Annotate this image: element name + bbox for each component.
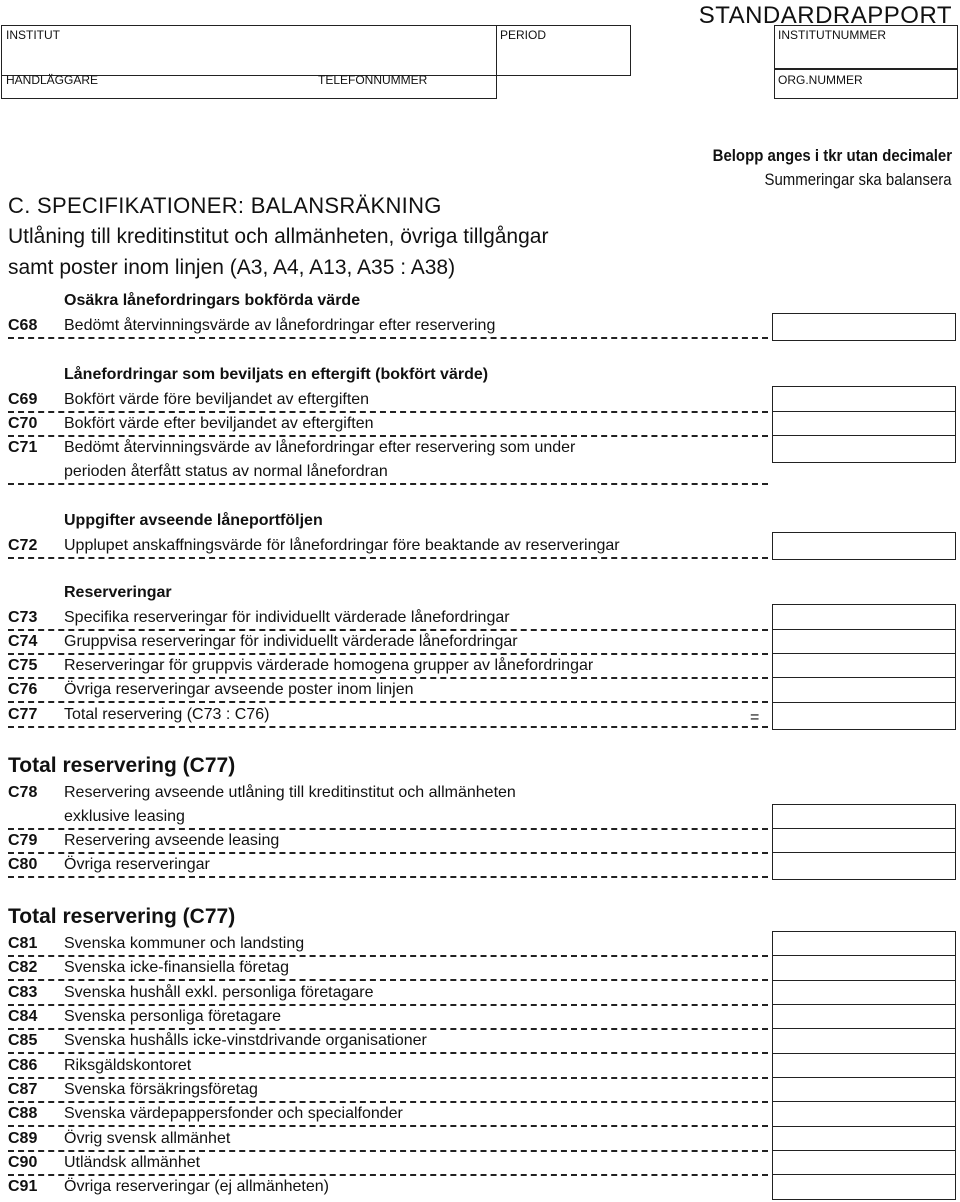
row-code: C80 [8, 856, 38, 873]
row-code: C69 [8, 391, 38, 408]
row-divider [8, 726, 768, 728]
row-label: Svenska hushålls icke-vinstdrivande organisationer [64, 1032, 427, 1049]
row-label: Utländsk allmänhet [64, 1154, 201, 1171]
c72-value-field[interactable] [772, 532, 956, 560]
row-label-cont: exklusive leasing [64, 808, 185, 825]
row-code: C77 [8, 706, 38, 723]
row-divider [8, 1004, 768, 1006]
row-label: Riksgäldskontoret [64, 1057, 192, 1074]
row-divider [8, 337, 768, 339]
row-code: C85 [8, 1032, 38, 1049]
row-divider [8, 411, 768, 413]
row-label: Bedömt återvinningsvärde av lånefordringar efter reservering [64, 317, 496, 334]
row-divider [8, 653, 768, 655]
orgnummer-label: ORG.NUMMER [778, 73, 863, 87]
row-label: Gruppvisa reserveringar för individuellt värderade lånefordringar [64, 633, 518, 650]
group-heading-laneportfoljen: Uppgifter avseende låneportföljen [64, 512, 323, 529]
row-code: C79 [8, 832, 38, 849]
row-divider [8, 1150, 768, 1152]
total-heading-2: Total reservering (C77) [8, 905, 236, 928]
row-code: C87 [8, 1081, 38, 1098]
c71-value-field[interactable] [772, 435, 956, 463]
row-divider [8, 677, 768, 679]
row-code: C83 [8, 984, 38, 1001]
row-divider [8, 483, 768, 485]
row-label: Reserveringar för gruppvis värderade homogena grupper av lånefordringar [64, 657, 594, 674]
section-title: C. SPECIFIKATIONER: BALANSRÄKNING [8, 193, 442, 218]
row-divider [8, 1028, 768, 1030]
equals-sign: = [750, 709, 760, 726]
row-label: Bokfört värde efter beviljandet av eftergiften [64, 415, 374, 432]
row-label: Specifika reserveringar för individuellt värderade lånefordringar [64, 609, 510, 626]
row-label: Total reservering (C73 : C76) [64, 706, 270, 723]
belopp-note: Belopp anges i tkr utan decimaler [712, 146, 952, 165]
row-code: C72 [8, 537, 38, 554]
row-code: C84 [8, 1008, 38, 1025]
row-code: C68 [8, 317, 38, 334]
c80-value-field[interactable] [772, 852, 956, 880]
section-subtitle-1: Utlåning till kreditinstitut och allmänheten, övriga tillgångar [8, 225, 549, 248]
group-heading-eftergift: Lånefordringar som beviljats en eftergift (bokfört värde) [64, 366, 489, 383]
c69-value-field[interactable] [772, 386, 956, 414]
row-label: Svenska icke-finansiella företag [64, 959, 290, 976]
row-divider [8, 1125, 768, 1127]
row-label: Bedömt återvinningsvärde av lånefordringar efter reservering som under [64, 439, 576, 456]
row-label: Övriga reserveringar avseende poster inom linjen [64, 681, 414, 698]
row-divider [8, 828, 768, 830]
row-divider [8, 876, 768, 878]
row-divider [8, 1174, 768, 1176]
row-label: Reservering avseende utlåning till kreditinstitut och allmänheten [64, 784, 516, 801]
c85-value-field[interactable] [772, 1028, 956, 1056]
c73-value-field[interactable] [772, 604, 956, 632]
row-label: Svenska kommuner och landsting [64, 935, 305, 952]
c91-value-field[interactable] [772, 1174, 956, 1200]
row-code: C91 [8, 1178, 38, 1195]
row-code: C78 [8, 784, 38, 801]
row-divider [8, 701, 768, 703]
group-heading-osakra: Osäkra lånefordringars bokförda värde [64, 292, 361, 309]
report-title: STANDARDRAPPORT [698, 2, 952, 29]
handlaggare-label: HANDLÄGGARE [6, 73, 99, 87]
row-code: C71 [8, 439, 38, 456]
row-divider [8, 979, 768, 981]
row-divider [8, 1077, 768, 1079]
row-code: C89 [8, 1130, 38, 1147]
row-code: C74 [8, 633, 38, 650]
row-label: Övrig svensk allmänhet [64, 1130, 231, 1147]
total-heading-1: Total reservering (C77) [8, 754, 236, 777]
row-label: Svenska försäkringsföretag [64, 1081, 258, 1098]
row-label: Reservering avseende leasing [64, 832, 280, 849]
row-code: C70 [8, 415, 38, 432]
row-code: C88 [8, 1105, 38, 1122]
row-code: C75 [8, 657, 38, 674]
c76-value-field[interactable] [772, 677, 956, 705]
period-label: PERIOD [500, 28, 547, 42]
telefonnummer-label: TELEFONNUMMER [318, 73, 428, 87]
row-code: C81 [8, 935, 38, 952]
row-divider [8, 1052, 768, 1054]
row-code: C82 [8, 959, 38, 976]
row-divider [8, 557, 768, 559]
institut-label: INSTITUT [6, 28, 60, 42]
row-label: Svenska personliga företagare [64, 1008, 282, 1025]
row-label: Bokfört värde före beviljandet av eftergiften [64, 391, 370, 408]
row-code: C73 [8, 609, 38, 626]
row-label: Svenska värdepappersfonder och specialfonder [64, 1105, 403, 1122]
row-code: C76 [8, 681, 38, 698]
row-divider [8, 852, 768, 854]
c77-value-field[interactable] [772, 702, 956, 730]
row-divider [8, 955, 768, 957]
row-label: Övriga reserveringar (ej allmänheten) [64, 1178, 329, 1195]
c82-value-field[interactable] [772, 955, 956, 983]
section-subtitle-2: samt poster inom linjen (A3, A4, A13, A35 : A38) [8, 256, 456, 279]
row-code: C90 [8, 1154, 38, 1171]
row-label: Upplupet anskaffningsvärde för lånefordringar före beaktande av reserveringar [64, 537, 620, 554]
row-label: Svenska hushåll exkl. personliga företagare [64, 984, 374, 1001]
row-code: C86 [8, 1057, 38, 1074]
group-heading-reserveringar: Reserveringar [64, 584, 172, 601]
row-divider [8, 435, 768, 437]
c68-value-field[interactable] [772, 313, 956, 341]
row-divider [8, 629, 768, 631]
row-divider [8, 1101, 768, 1103]
institutnummer-label: INSTITUTNUMMER [778, 28, 886, 42]
c88-value-field[interactable] [772, 1101, 956, 1129]
row-label-cont: perioden återfått status av normal lånefordran [64, 463, 388, 480]
row-label: Övriga reserveringar [64, 856, 210, 873]
summeringar-note: Summeringar ska balansera [764, 170, 952, 189]
